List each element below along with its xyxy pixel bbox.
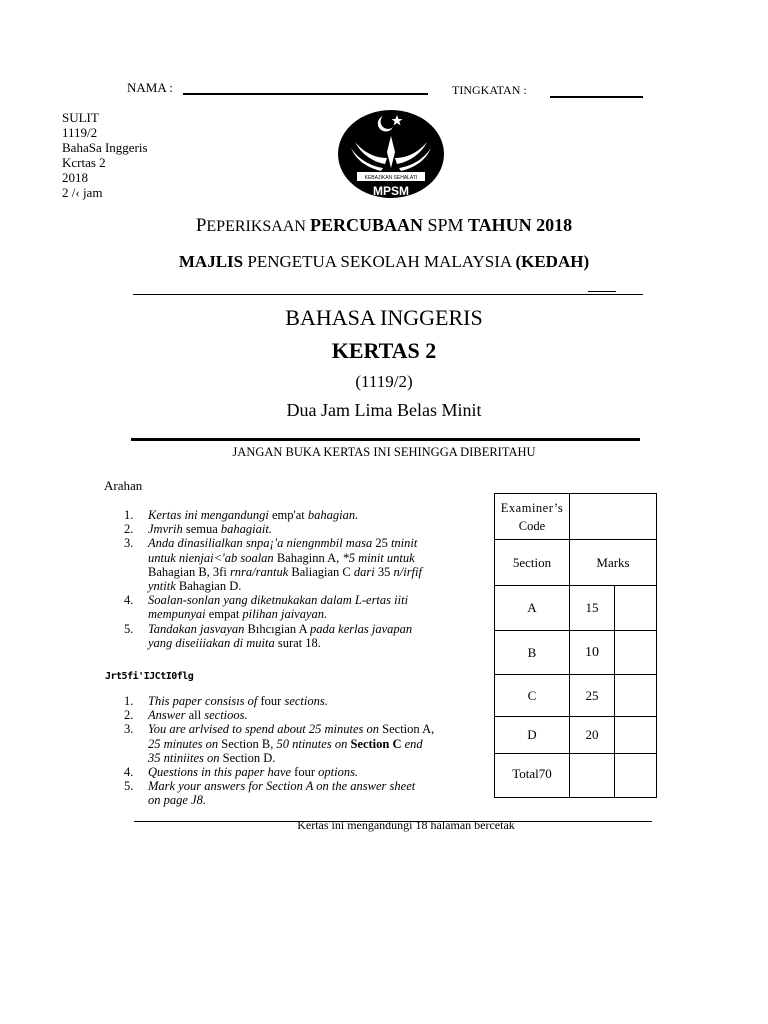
duration: Dua Jam Lima Belas Minit [286,400,482,420]
item-text: Mark your answers for Section A on the answer sheet [148,779,416,794]
arahan-list [124,508,484,650]
logo-text: MPSM [373,184,409,198]
instruction-item [124,694,484,708]
instructions-list [124,694,484,808]
item-text: Bahagian D. [178,579,242,594]
divider-mark [588,291,616,292]
score-b [615,631,657,675]
item-text: This paper consisıs of [148,694,261,708]
item-text: Bahaginn A, [276,550,343,565]
total-label: Total70 [495,754,570,798]
section-b: B [495,631,570,675]
warning-text: JANGAN BUKA KERTAS INI SEHINGGA DIBERITAHU [232,445,536,459]
item-text: n/irfif [393,564,422,579]
item-text: Baliagian C [291,564,354,579]
item-text: four [294,765,319,780]
item-number: 1. [124,508,134,522]
item-number: 2. [124,522,134,537]
item-line [148,737,484,751]
item-text: bahagiait. [220,522,272,537]
item-text: bahagian. [307,508,359,522]
item-number: 4. [124,593,134,608]
item-text: yntitk [148,579,179,594]
item-line [148,622,484,636]
item-text: tninit [390,536,418,551]
item-text: Section A, [382,722,435,737]
item-text: 35 ntiniites on [148,750,223,765]
item-line [148,708,484,722]
total-score [615,754,657,798]
examiner-code-cell: Examiner’s Code [495,494,570,540]
divider-top [133,294,643,295]
exam-line-1: PEPERIKSAAN PERCUBAAN SPM TAHUN 2018 [195,215,573,236]
item-number: 2. [124,708,134,723]
item-text: Bıhcıgian A [247,621,311,636]
paper-code-center: (1119/2) [355,372,413,391]
paper-code: 1119/2 [62,125,98,140]
item-text: semua [185,522,221,537]
item-line [148,522,484,536]
item-text: mempunyai [148,607,209,622]
item-text: Kertas ini mengandungi [148,508,272,522]
item-line [148,565,484,579]
logo-ribbon: KEBAJIKAN SEHALATI [364,175,418,181]
item-text: 25 minutes on [148,736,222,751]
item-text: on page J8. [148,793,206,808]
instruction-item [124,708,484,722]
instructions-heading: Jrt5fi'IJCtI0flg [105,671,194,682]
score-a [615,586,657,631]
tingkatan-label: TINGKATAN : [452,83,527,97]
item-text: options. [318,765,359,780]
nama-field[interactable] [183,93,428,95]
examiner-table [494,493,657,798]
tingkatan-field[interactable] [550,96,643,98]
item-text: emp'at [271,508,308,522]
item-text: *5 minit untuk [342,550,415,565]
marks-b: 10 [570,631,615,675]
item-line [148,508,484,522]
item-text: sectioos. [204,708,248,723]
examiner-code-value [570,494,657,540]
item-number: 5. [124,621,134,636]
instruction-item [124,508,484,522]
item-text: Section B, [221,736,277,751]
section-a: A [495,586,570,631]
sulit-block [62,110,148,200]
item-text: yang diseiiiakan di muita [148,635,278,650]
item-line [148,779,484,793]
instruction-item [124,536,484,593]
item-line [148,636,484,650]
item-text: 25 [375,536,391,551]
item-text: 50 ntinutes on [276,736,351,751]
item-line [148,579,484,593]
marks-c: 25 [570,675,615,717]
item-text: pilihan jaivayan. [242,607,328,622]
duration-short: 2 /‹ jam [62,185,103,200]
item-text: Section C [350,736,405,751]
item-number: 5. [124,779,134,794]
item-text: Anda dinasilialkan snpa¡'a niengnmbil masa [148,536,376,551]
footer-text: Kertas ini mengandungi 18 halaman bercetak [297,818,515,832]
nama-label: NAMA : [127,80,173,95]
item-number: 3. [124,722,134,737]
score-d [615,717,657,754]
item-text: Soalan-sonlan yang diketnukakan dalam L-ertas iiti [148,593,409,608]
arahan-heading: Arahan [104,478,143,493]
year: 2018 [62,170,88,185]
paper-title: KERTAS 2 [331,338,437,363]
item-text: dari [353,564,378,579]
instruction-item [124,722,484,765]
subject-name: BahaSa Inggeris [62,140,148,155]
item-text: You are arlvised to spend about 25 minutes on [148,722,383,737]
sulit-label: SULIT [62,110,99,125]
instruction-item [124,593,484,621]
item-line [148,722,484,736]
item-line [148,694,484,708]
item-line [148,593,484,607]
item-line [148,536,484,550]
section-c: C [495,675,570,717]
subject-title: BAHASA INGGERIS [285,305,483,330]
item-text: end [404,736,423,751]
instruction-item [124,622,484,650]
marks-a: 15 [570,586,615,631]
item-text: 35 [377,564,394,579]
item-text: Tandakan jasvayan [148,621,248,636]
item-text: Answer [148,708,189,723]
item-number: 3. [124,536,134,551]
item-text: all [188,708,205,723]
item-line [148,793,484,807]
item-text: Jmvrih [148,522,186,537]
item-text: Questions in this paper have [148,765,295,780]
item-number: 1. [124,694,134,708]
item-text: four [260,694,285,708]
item-line [148,765,484,779]
item-line [148,751,484,765]
instruction-item [124,522,484,536]
score-c [615,675,657,717]
exam-line-2: MAJLIS PENGETUA SEKOLAH MALAYSIA (KEDAH) [178,252,590,271]
total-marks [570,754,615,798]
paper-number: Kcrtas 2 [62,155,106,170]
mpsm-logo [335,108,447,204]
item-text: pada kerlas javapan [310,621,413,636]
marks-d: 20 [570,717,615,754]
item-text: Section D. [222,750,276,765]
item-text: untuk nienjai<'ab soalan [148,550,277,565]
section-col-header: 5ection [495,540,570,586]
marks-col-header: Marks [570,540,657,586]
instruction-item [124,765,484,779]
item-text: surat 18. [277,635,321,650]
instruction-item [124,779,484,807]
item-text: rnra/rantuk [229,564,292,579]
section-d: D [495,717,570,754]
item-line [148,607,484,621]
item-text: sections. [284,694,328,708]
divider-thick [131,438,640,441]
item-line [148,551,484,565]
item-text: empat [208,607,243,622]
item-text: Bahagian B, 3fi [148,564,230,579]
item-number: 4. [124,765,134,780]
